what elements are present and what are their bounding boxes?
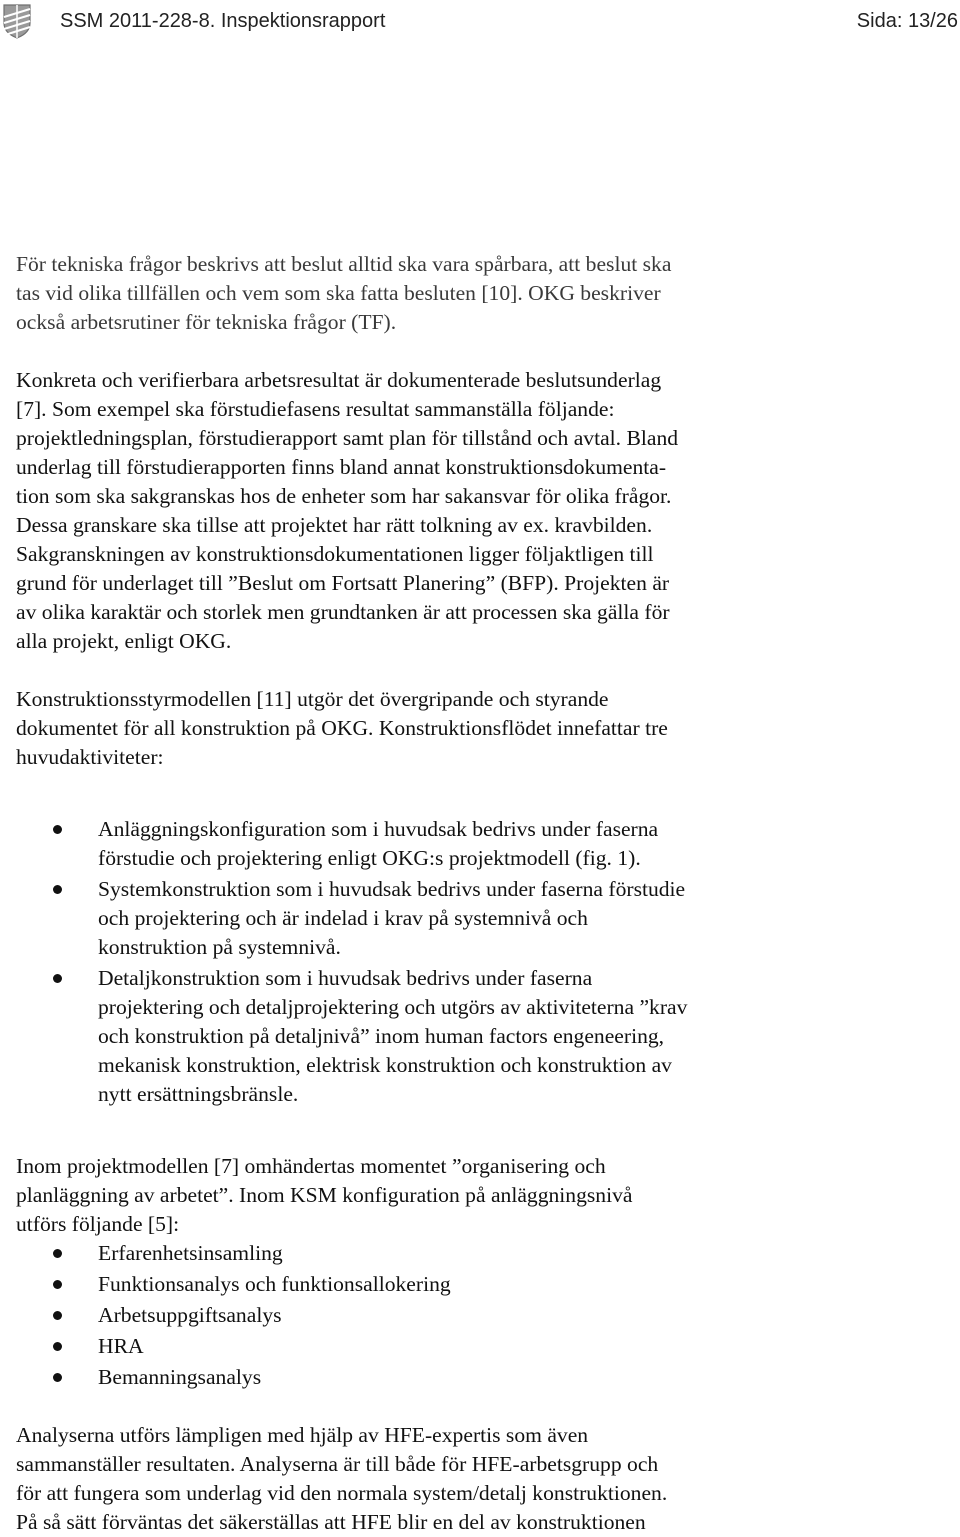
page-number: Sida: 13/26 bbox=[856, 10, 958, 32]
bullet-icon bbox=[53, 1342, 62, 1351]
text-line: För tekniska frågor beskrivs att beslut alltid ska vara spårbara, att beslut ska bbox=[16, 252, 672, 276]
analyses-list bbox=[16, 1239, 946, 1392]
text-line: utförs följande [5]: bbox=[16, 1212, 180, 1236]
paragraph-technical-questions bbox=[16, 250, 946, 337]
text-line: Inom projektmodellen [7] omhändertas momentet ”organisering och bbox=[16, 1154, 606, 1178]
text-line: sammanställer resultaten. Analyserna är till både för HFE-arbetsgrupp och bbox=[16, 1452, 659, 1476]
text-line: Konkreta och verifierbara arbetsresultat är dokumenterade beslutsunderlag bbox=[16, 368, 662, 392]
list-item bbox=[16, 1301, 946, 1330]
paragraph-work-results bbox=[16, 366, 946, 656]
bullet-icon bbox=[53, 825, 62, 834]
bullet-icon bbox=[53, 885, 62, 894]
text-line: projektledningsplan, förstudierapport samt plan för tillstånd och avtal. Bland bbox=[16, 426, 679, 450]
list-item bbox=[16, 815, 946, 873]
text-line: Bemanningsanalys bbox=[98, 1365, 262, 1389]
text-line: grund för underlaget till ”Beslut om Fortsatt Planering” (BFP). Projekten är bbox=[16, 571, 670, 595]
bullet-icon bbox=[53, 1280, 62, 1289]
bullet-icon bbox=[53, 1249, 62, 1258]
list-item bbox=[16, 875, 946, 962]
text-line: Sakgranskningen av konstruktionsdokumentationen ligger följaktligen till bbox=[16, 542, 654, 566]
text-line: nytt ersättningsbränsle. bbox=[98, 1082, 299, 1106]
text-line: av olika karaktär och storlek men grundtanken är att processen ska gälla för bbox=[16, 600, 670, 624]
text-line: tas vid olika tillfällen och vem som ska fatta besluten [10]. OKG beskriver bbox=[16, 281, 661, 305]
text-line: för att fungera som underlag vid den normala system/detalj konstruktionen. bbox=[16, 1481, 668, 1505]
text-line: Detaljkonstruktion som i huvudsak bedrivs under faserna bbox=[98, 966, 593, 990]
text-line: underlag till förstudierapporten finns bland annat konstruktionsdokumenta- bbox=[16, 455, 667, 479]
text-line: alla projekt, enligt OKG. bbox=[16, 629, 232, 653]
text-line: förstudie och projektering enligt OKG:s projektmodell (fig. 1). bbox=[98, 846, 641, 870]
bullet-icon bbox=[53, 1311, 62, 1320]
text-line: HRA bbox=[98, 1334, 144, 1358]
text-line: dokumentet för all konstruktion på OKG. Konstruktionsflödet innefattar tre bbox=[16, 716, 668, 740]
list-item bbox=[16, 964, 946, 1109]
text-line: och projektering och är indelad i krav på systemnivå och bbox=[98, 906, 588, 930]
list-item bbox=[16, 1332, 946, 1361]
text-line: Arbetsuppgiftsanalys bbox=[98, 1303, 282, 1327]
text-line: och konstruktion på detaljnivå” inom human factors engeneering, bbox=[98, 1024, 665, 1048]
paragraph-construction-model bbox=[16, 685, 946, 772]
document-body bbox=[16, 250, 946, 1537]
bullet-icon bbox=[53, 974, 62, 983]
bullet-icon bbox=[53, 1373, 62, 1382]
text-line: projektering och detaljprojektering och utgörs av aktiviteterna ”krav bbox=[98, 995, 688, 1019]
document-title: SSM 2011-228-8. Inspektionsrapport bbox=[60, 10, 386, 32]
text-line: mekanisk konstruktion, elektrisk konstruktion och konstruktion av bbox=[98, 1053, 672, 1077]
text-line: Systemkonstruktion som i huvudsak bedrivs under faserna förstudie bbox=[98, 877, 686, 901]
paragraph-project-model bbox=[16, 1152, 946, 1239]
main-activities-list bbox=[16, 815, 946, 1109]
text-line: Konstruktionsstyrmodellen [11] utgör det övergripande och styrande bbox=[16, 687, 609, 711]
text-line: Erfarenhetsinsamling bbox=[98, 1241, 283, 1265]
paragraph-hfe-analyses bbox=[16, 1421, 946, 1537]
text-line: tion som ska sakgranskas hos de enheter som har sakansvar för olika frågor. bbox=[16, 484, 672, 508]
text-line: konstruktion på systemnivå. bbox=[98, 935, 341, 959]
text-line: också arbetsrutiner för tekniska frågor (TF). bbox=[16, 310, 397, 334]
text-line: Anläggningskonfiguration som i huvudsak bedrivs under faserna bbox=[98, 817, 659, 841]
list-item bbox=[16, 1363, 946, 1392]
ssm-logo-icon bbox=[2, 3, 32, 39]
list-item bbox=[16, 1239, 946, 1268]
text-line: På så sätt förväntas det säkerställas att HFE blir en del av konstruktionen bbox=[16, 1510, 646, 1534]
text-line: [7]. Som exempel ska förstudiefasens resultat sammanställa följande: bbox=[16, 397, 615, 421]
page-header bbox=[0, 0, 960, 44]
text-line: huvudaktiviteter: bbox=[16, 745, 164, 769]
text-line: Funktionsanalys och funktionsallokering bbox=[98, 1272, 451, 1296]
text-line: Dessa granskare ska tillse att projektet har rätt tolkning av ex. kravbilden. bbox=[16, 513, 653, 537]
list-item bbox=[16, 1270, 946, 1299]
text-line: planläggning av arbetet”. Inom KSM konfiguration på anläggningsnivå bbox=[16, 1183, 633, 1207]
text-line: Analyserna utförs lämpligen med hjälp av HFE-expertis som även bbox=[16, 1423, 589, 1447]
